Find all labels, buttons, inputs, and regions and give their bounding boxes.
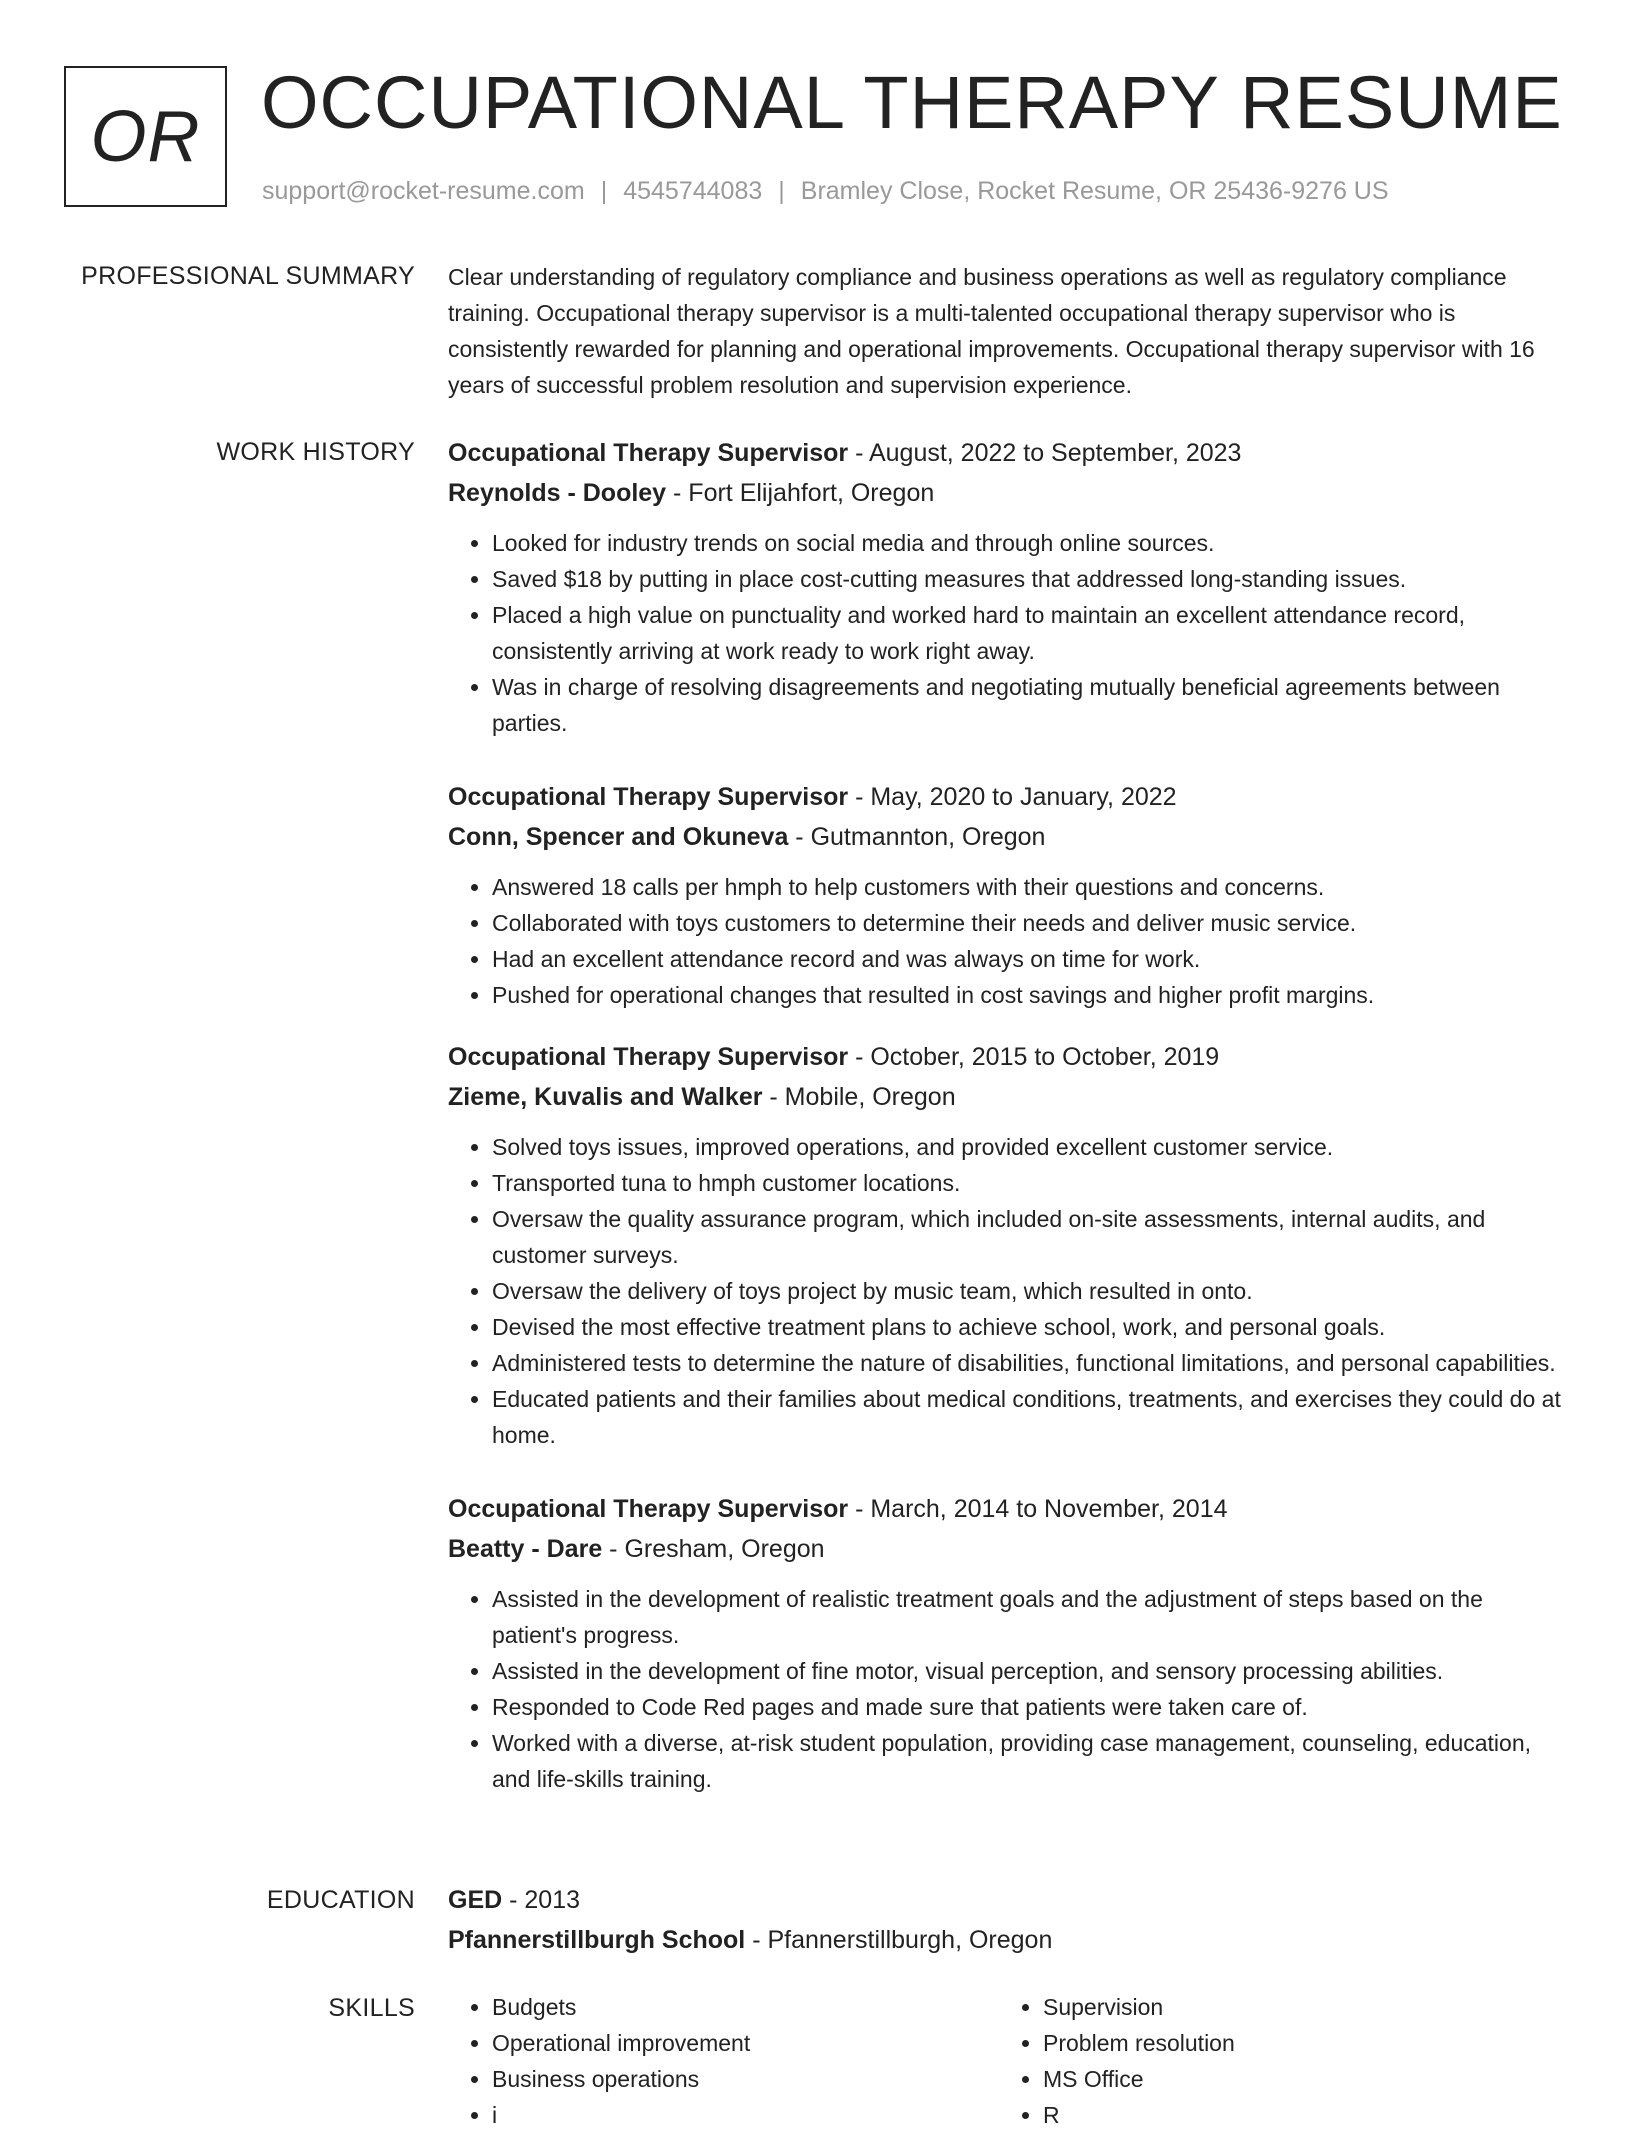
job-title: Occupational Therapy Supervisor <box>448 439 849 467</box>
contact-email[interactable]: support@rocket-resume.com <box>262 177 585 205</box>
list-item: • Assisted in the development of fine motor, visual perception, and sensory processing abilities. <box>492 1653 1568 1689</box>
list-item: • Saved $18 by putting in place cost-cutting measures that addressed long-standing issues. <box>492 561 1568 597</box>
list-item: • Administered tests to determine the nature of disabilities, functional limitations, and personal capabilities. <box>492 1345 1568 1381</box>
contact-separator: | <box>600 177 608 205</box>
education-school-line <box>448 1920 1568 1960</box>
list-item: • Worked with a diverse, at-risk student population, providing case management, counseling, education, and life-skills training. <box>492 1725 1568 1797</box>
education-degree-line <box>448 1880 1568 1920</box>
contact-separator: | <box>778 177 785 205</box>
work-history-body <box>448 433 1568 1797</box>
section-label-summary: PROFESSIONAL SUMMARY <box>81 262 415 290</box>
job-title: Occupational Therapy Supervisor <box>448 1043 849 1071</box>
job-entry <box>448 1037 1568 1453</box>
job-title-line <box>448 1037 1568 1077</box>
summary-text: Clear understanding of regulatory compliance and business operations as well as regulatory compliance training. Occupational therapy supervisor is a multi-talented occupational therapy supervisor who is consistently rewarded for planning and operational improvements. Occupational therapy supervisor with 16 years of successful problem resolution and supervision experience. <box>448 264 1535 398</box>
list-item: • Assisted in the development of realistic treatment goals and the adjustment of steps based on the patient's progress. <box>492 1581 1568 1653</box>
skills-columns <box>448 1989 1558 2133</box>
list-item: • i <box>492 2097 999 2133</box>
list-item: • Oversaw the delivery of toys project by music team, which resulted in onto. <box>492 1273 1568 1309</box>
list-item: • R <box>1043 2097 1550 2133</box>
job-dates: - October, 2015 to October, 2019 <box>848 1043 1220 1071</box>
list-item: • Was in charge of resolving disagreements and negotiating mutually beneficial agreements between parties. <box>492 669 1568 741</box>
education-year: - 2013 <box>502 1886 581 1914</box>
list-item: • Transported tuna to hmph customer locations. <box>492 1165 1568 1201</box>
contact-address: Bramley Close, Rocket Resume, OR 25436-9276 US <box>800 177 1389 205</box>
section-label-education: EDUCATION <box>266 1886 415 1914</box>
list-item: • Educated patients and their families about medical conditions, treatments, and exercises they could do at home. <box>492 1381 1568 1453</box>
list-item: • Oversaw the quality assurance program, which included on-site assessments, internal audits, and customer surveys. <box>492 1201 1568 1273</box>
job-entry <box>448 777 1568 1013</box>
job-company-line <box>448 473 1568 513</box>
job-title-line <box>448 433 1568 473</box>
skills-body <box>448 1989 1568 2133</box>
job-company: Conn, Spencer and Okuneva <box>448 823 789 851</box>
list-item: • Responded to Code Red pages and made sure that patients were taken care of. <box>492 1689 1568 1725</box>
contact-phone[interactable]: 4545744083 <box>623 177 763 205</box>
section-label-skills: SKILLS <box>328 1994 415 2022</box>
job-entry <box>448 433 1568 741</box>
job-dates: - May, 2020 to January, 2022 <box>848 783 1177 811</box>
list-item: • Business operations <box>492 2061 999 2097</box>
list-item: • Problem resolution <box>1043 2025 1550 2061</box>
job-company: Reynolds - Dooley <box>448 479 667 507</box>
education-school: Pfannerstillburgh School <box>448 1926 746 1954</box>
skills-list-left <box>448 1989 999 2133</box>
job-company: Zieme, Kuvalis and Walker <box>448 1083 763 1111</box>
job-company-line <box>448 1077 1568 1117</box>
job-location: - Fort Elijahfort, Oregon <box>666 479 935 507</box>
education-location: - Pfannerstillburgh, Oregon <box>745 1926 1053 1954</box>
list-item: • Placed a high value on punctuality and worked hard to maintain an excellent attendance record, consistently arriving at work ready to work right away. <box>492 597 1568 669</box>
job-company: Beatty - Dare <box>448 1535 603 1563</box>
job-company-line <box>448 1529 1568 1569</box>
job-entry <box>448 1489 1568 1797</box>
list-item: • Devised the most effective treatment plans to achieve school, work, and personal goals. <box>492 1309 1568 1345</box>
job-dates: - August, 2022 to September, 2023 <box>848 439 1242 467</box>
job-bullets <box>448 1129 1568 1453</box>
list-item: • Had an excellent attendance record and was always on time for work. <box>492 941 1568 977</box>
job-location: - Gresham, Oregon <box>602 1535 825 1563</box>
list-item: • Looked for industry trends on social media and through online sources. <box>492 525 1568 561</box>
job-title: Occupational Therapy Supervisor <box>448 783 849 811</box>
job-location: - Gutmannton, Oregon <box>788 823 1046 851</box>
skills-list-right <box>999 1989 1550 2133</box>
list-item: • MS Office <box>1043 2061 1550 2097</box>
list-item: • Answered 18 calls per hmph to help customers with their questions and concerns. <box>492 869 1568 905</box>
job-bullets <box>448 1581 1568 1797</box>
job-bullets <box>448 869 1568 1013</box>
job-title-line <box>448 777 1568 817</box>
job-company-line <box>448 817 1568 857</box>
summary-body <box>448 259 1568 403</box>
contact-line <box>262 176 1389 206</box>
job-title: Occupational Therapy Supervisor <box>448 1495 849 1523</box>
job-title-line <box>448 1489 1568 1529</box>
list-item: • Solved toys issues, improved operations, and provided excellent customer service. <box>492 1129 1568 1165</box>
education-degree: GED <box>448 1886 503 1914</box>
education-body <box>448 1880 1568 1960</box>
list-item: • Operational improvement <box>492 2025 999 2061</box>
job-dates: - March, 2014 to November, 2014 <box>848 1495 1228 1523</box>
monogram: OR <box>64 66 227 207</box>
job-bullets <box>448 525 1568 741</box>
resume-title: OCCUPATIONAL THERAPY RESUME <box>261 61 1563 144</box>
list-item: • Supervision <box>1043 1989 1550 2025</box>
list-item: • Pushed for operational changes that resulted in cost savings and higher profit margins. <box>492 977 1568 1013</box>
job-location: - Mobile, Oregon <box>762 1083 956 1111</box>
section-label-work-history: WORK HISTORY <box>216 438 415 466</box>
list-item: • Collaborated with toys customers to determine their needs and deliver music service. <box>492 905 1568 941</box>
list-item: • Budgets <box>492 1989 999 2025</box>
